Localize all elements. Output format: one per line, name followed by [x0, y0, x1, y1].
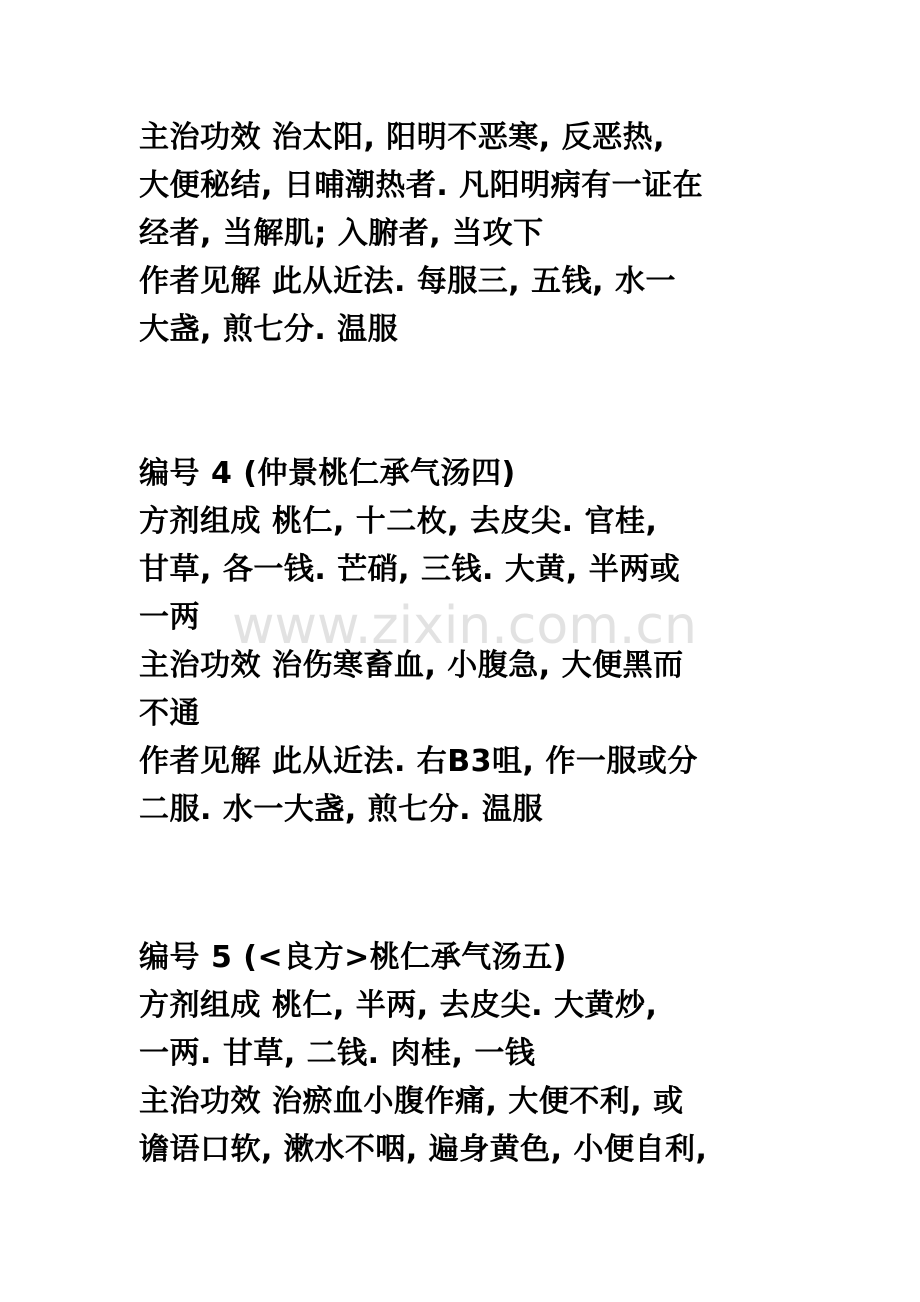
section-3-text — [139, 934, 799, 1174]
text-line: 主治功效 治伤寒畜血, 小腹急, 大便黑而 — [139, 648, 684, 683]
section-1-text — [139, 114, 799, 354]
text-line: 不通 — [139, 696, 200, 731]
text-line: 二服. 水一大盏, 煎七分. 温服 — [139, 792, 544, 827]
text-line: 方剂组成 桃仁, 十二枚, 去皮尖. 官桂, — [139, 504, 658, 539]
text-line: 作者见解 此从近法. 右B3咀, 作一服或分 — [139, 744, 698, 779]
text-line: 主治功效 治瘀血小腹作痛, 大便不利, 或 — [139, 1084, 684, 1119]
text-line: 大盏, 煎七分. 温服 — [139, 312, 399, 347]
text-line: 大便秘结, 日晡潮热者. 凡阳明病有一证在 — [139, 168, 704, 203]
text-line: 谵语口软, 漱水不咽, 遍身黄色, 小便自利, — [139, 1132, 708, 1167]
text-line: 主治功效 治太阳, 阳明不恶寒, 反恶热, — [139, 120, 666, 155]
text-line: 作者见解 此从近法. 每服三, 五钱, 水一 — [139, 264, 676, 299]
entry-heading: 编号 4 (仲景桃仁承气汤四) — [139, 456, 516, 491]
watermark: www.zixin.com.cn — [232, 596, 697, 656]
section-2-text — [139, 450, 799, 834]
text-line: 方剂组成 桃仁, 半两, 去皮尖. 大黄炒, — [139, 988, 658, 1023]
entry-heading: 编号 5 (<良方>桃仁承气汤五) — [139, 940, 567, 975]
text-line: 经者, 当解肌; 入腑者, 当攻下 — [139, 216, 544, 251]
text-line: 一两. 甘草, 二钱. 肉桂, 一钱 — [139, 1036, 536, 1071]
text-line: 一两 — [139, 600, 200, 635]
text-line: 甘草, 各一钱. 芒硝, 三钱. 大黄, 半两或 — [139, 552, 681, 587]
